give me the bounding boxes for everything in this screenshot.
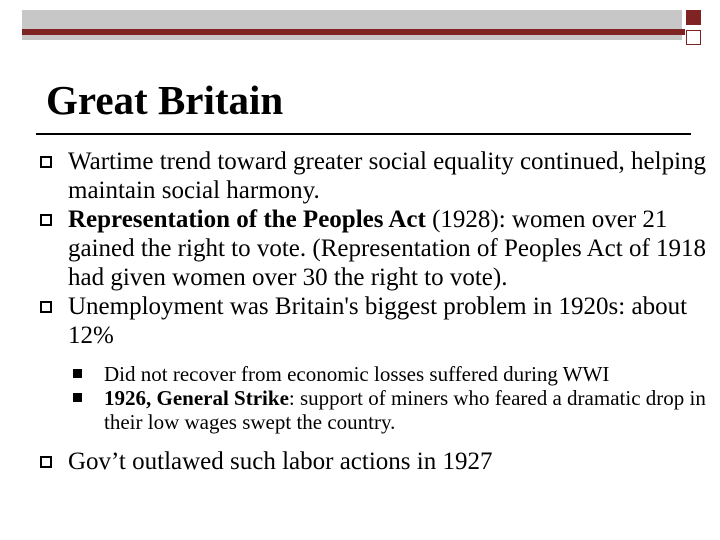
subbullet-text: : support of miners who feared a dramatic drop in their low wages swept the country. — [104, 386, 706, 434]
corner-square-outline — [686, 30, 701, 45]
header-band — [22, 10, 682, 40]
bullet-item — [40, 205, 708, 292]
slide-content — [40, 147, 708, 476]
bullet-text: Wartime trend toward greater social equality continued, helping maintain social harmony. — [68, 148, 707, 204]
hollow-square-bullet-icon — [40, 156, 52, 168]
subbullet-bold-text: 1926, General Strike — [104, 386, 289, 410]
hollow-square-bullet-icon — [40, 456, 52, 468]
bullet-text: (1928): women over 21 gained the right to vote. (Representation of Peoples Act of 1918 had given women over 30 the right to vote). — [68, 206, 707, 291]
slide-title: Great Britain — [46, 77, 284, 123]
subbullet-item — [40, 386, 708, 434]
filled-square-bullet-icon — [73, 393, 82, 402]
subbullet-text: Did not recover from economic losses suffered during WWI — [104, 362, 610, 386]
filled-square-bullet-icon — [73, 369, 82, 378]
bullet-text: Unemployment was Britain's biggest problem in 1920s: about 12% — [68, 293, 688, 349]
bullet-bold-text: Representation of the Peoples Act — [68, 206, 426, 233]
bullet-item — [40, 292, 708, 350]
header-accent-line — [22, 29, 685, 35]
bullet-text: Gov’t outlawed such labor actions in 1927 — [68, 448, 493, 475]
subbullet-item — [40, 362, 708, 386]
bullet-item — [40, 447, 708, 476]
corner-square-filled — [686, 10, 701, 25]
hollow-square-bullet-icon — [40, 214, 52, 226]
title-divider — [36, 133, 691, 135]
hollow-square-bullet-icon — [40, 301, 52, 313]
bullet-item — [40, 147, 708, 205]
